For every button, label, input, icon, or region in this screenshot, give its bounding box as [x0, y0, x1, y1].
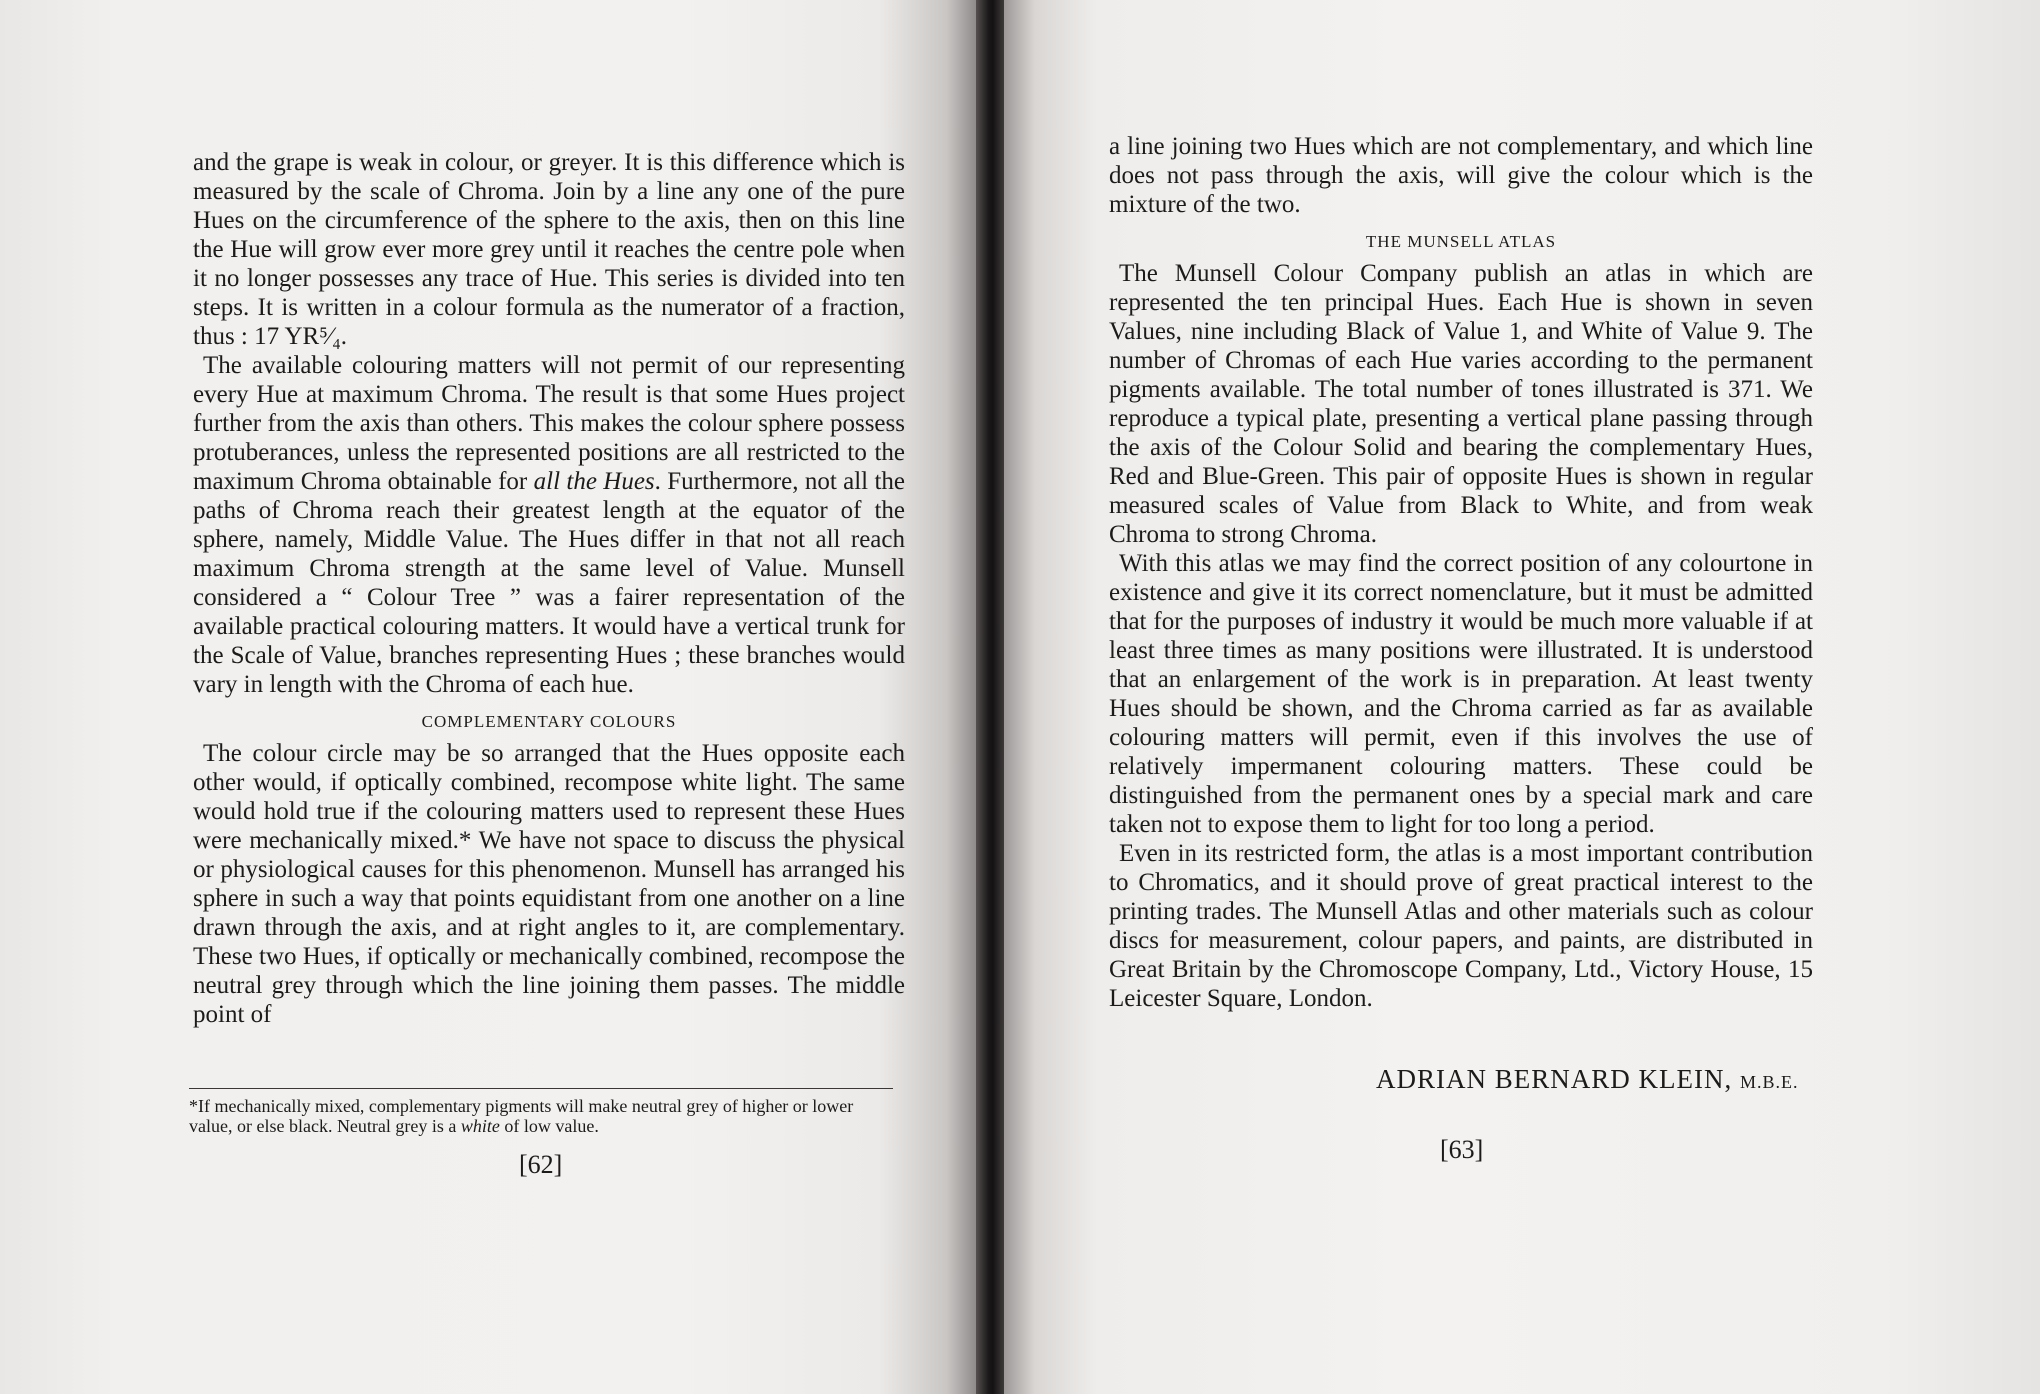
right-paragraph-1: The Munsell Colour Company publish an atlas in which are represented the ten principal Hues. Each Hue is shown in seven Values, nine including Black of Value 1, and White of Value 9. The number of Chromas of each Hue varies according to the permanent pigments available. The total number of tones illustrated is 371. We reproduce a typical plate, presenting a vertical plane passing through the axis of the Colour Solid and bearing the complementary Hues, Red and Blue-Green. This pair of opposite Hues is shown in regular measured scales of Value from Black to White, and from weak Chroma to strong Chroma.: [1109, 260, 1813, 548]
right-text-block: [1109, 132, 1813, 1013]
left-paragraph-2: [193, 351, 905, 699]
left-text-block: [193, 148, 905, 1029]
footnote: [189, 1096, 901, 1136]
complementary-colours-heading: COMPLEMENTARY COLOURS: [421, 712, 677, 731]
left-paragraph-1: [193, 148, 905, 351]
right-paragraph-2: With this atlas we may find the correct position of any colourtone in existence and give it its correct nomenclature, but it must be admitted that for the purposes of industry it would be much more valuable if at least three times as many positions were illustrated. It is understood that an enlargement of the work is in preparation. At least twenty Hues should be shown, and the Chroma carried as far as available colouring matters will permit, even if this involves the use of relatively impermanent colouring matters. These could be distinguished from the permanent ones by a special mark and care taken not to expose them to light for too long a period.: [1109, 550, 1813, 838]
author-name: ADRIAN BERNARD KLEIN,: [1376, 1064, 1733, 1094]
page-number-left: [62]: [519, 1150, 563, 1179]
left-paragraph-2-italic: all the Hues: [533, 468, 655, 495]
footnote-divider: [189, 1088, 893, 1089]
book-gutter: [976, 0, 1004, 1394]
author-honor: M.B.E.: [1739, 1072, 1799, 1092]
left-paragraph-1-text: and the grape is weak in colour, or greyer. It is this difference which is measured by the scale of Chroma. Join by a line any one of the pure Hues on the circumference of the sphere to the axis, then on this line the Hue will grow ever more grey until it reaches the centre pole when it no longer possesses any trace of Hue. This series is divided into ten steps. It is written in a colour formula as the numerator of a fraction, thus : 17 YR⁵⁄₄.: [193, 149, 905, 350]
footnote-italic: white: [460, 1116, 500, 1136]
author-signature: [1376, 1064, 1799, 1095]
munsell-atlas-heading: THE MUNSELL ATLAS: [1365, 232, 1557, 251]
left-paragraph-2-text: The available colouring matters will not permit of our representing every Hue at maximum Chroma. The result is that some Hues project further from the axis than others. This makes the colour sphere possess protuberances, unless the represented positions are all restricted to the maximum Chroma obtainable for: [193, 352, 905, 495]
footnote-text-end: of low value.: [504, 1116, 599, 1136]
right-opening-paragraph: a line joining two Hues which are not complementary, and which line does not pass through the axis, will give the colour which is the mixture of the two.: [1109, 133, 1813, 218]
left-paragraph-2-continued: . Furthermore, not all the paths of Chroma reach their greatest length at the equator of the sphere, namely, Middle Value. The Hues differ in that not all reach maximum Chroma strength at the same level of Value. Munsell considered a “ Colour Tree ” was a fairer representation of the available practical colouring matters. It would have a vertical trunk for the Scale of Value, branches representing Hues ; these branches would vary in length with the Chroma of each hue.: [193, 468, 906, 698]
page-number-right: [63]: [1440, 1135, 1484, 1164]
left-page: [0, 0, 976, 1394]
right-paragraph-3: Even in its restricted form, the atlas is a most important contribution to Chromatics, and it should prove of great practical interest to the printing trades. The Munsell Atlas and other materials such as colour discs for measurement, colour papers, and paints, are distributed in Great Britain by the Chromoscope Company, Ltd., Victory House, 15 Leicester Square, London.: [1109, 840, 1813, 1012]
left-paragraph-3: The colour circle may be so arranged that the Hues opposite each other would, if optically combined, recompose white light. The same would hold true if the colouring matters used to represent these Hues were mechanically mixed.* We have not space to discuss the physical or physiological causes for this phenomenon. Munsell has arranged his sphere in such a way that points equidistant from one another on a line drawn through the axis, and at right angles to it, are complementary. These two Hues, if optically or mechanically combined, recompose the neutral grey through which the line joining them passes. The middle point of: [193, 740, 905, 1028]
footnote-text: *If mechanically mixed, complementary pigments will make neutral grey of higher or lower value, or else black. Neutral grey is a: [189, 1096, 854, 1136]
